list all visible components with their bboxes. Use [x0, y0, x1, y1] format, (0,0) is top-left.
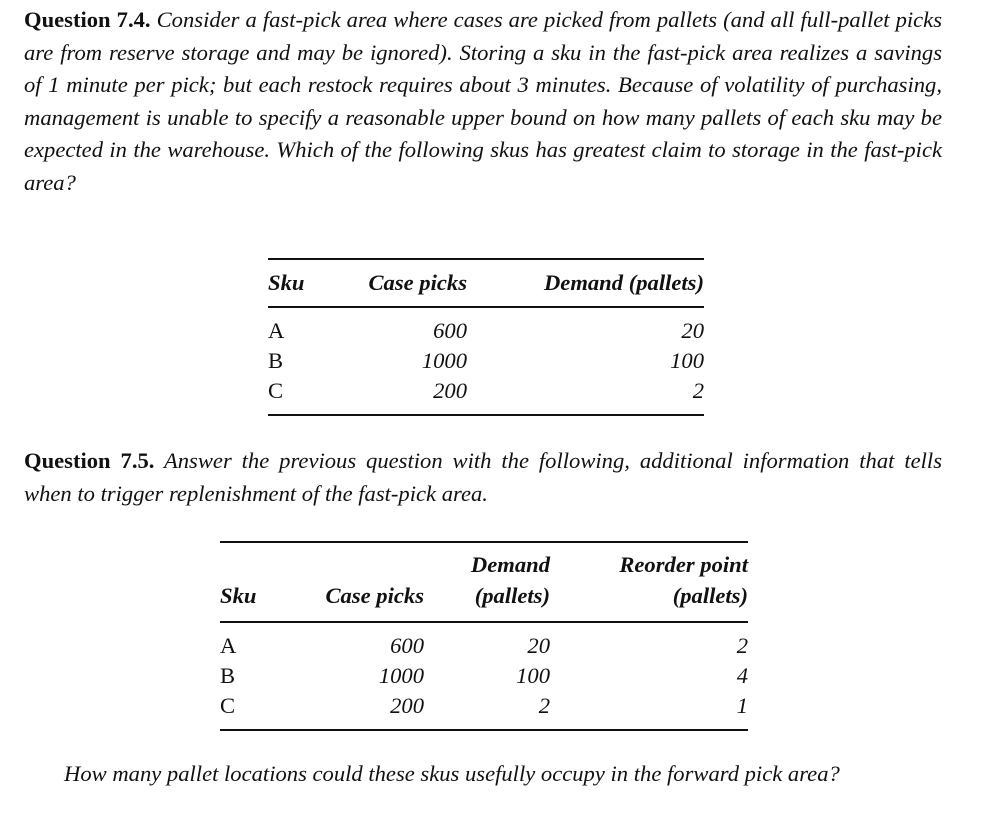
cell-reorder-point: 4 — [736, 663, 748, 688]
table-row — [268, 346, 704, 376]
col-header-demand — [424, 542, 550, 622]
cell-demand: 100 — [516, 663, 550, 688]
table-header-row — [268, 259, 704, 307]
cell-demand: 20 — [527, 633, 550, 658]
cell-sku: A — [268, 318, 285, 343]
col-header-demand: Demand (pallets) — [543, 270, 704, 295]
table-header-row — [220, 542, 748, 622]
cell-sku: A — [220, 633, 237, 658]
cell-case-picks: 600 — [390, 633, 424, 658]
cell-demand: 2 — [692, 378, 704, 403]
cell-case-picks: 600 — [433, 318, 467, 343]
question-7-4-paragraph — [24, 4, 942, 199]
cell-sku: B — [268, 348, 284, 373]
followup-question: How many pallet locations could these skus usefully occupy in the forward pick area? — [64, 761, 840, 786]
table-7-5 — [220, 541, 748, 731]
question-7-4-label: Question 7.4. — [24, 7, 151, 32]
question-7-4-text: Consider a fast-pick area where cases are picked from pallets (and all full-pallet picks are from reserve storage and may be ignored). Storing a sku in the fast-pick area realizes a savings of 1 minute per pick; but each restock requires about 3 minutes. Because of volatility of purchasing, management is unable to specify a reasonable upper bound on how many pallets of each sku may be expected in the warehouse. Which of the following skus has greatest claim to storage in the fast-pick area? — [24, 7, 943, 195]
col-header-case-picks: Case picks — [325, 583, 424, 608]
col-header-sku: Sku — [268, 270, 305, 295]
cell-reorder-point: 2 — [736, 633, 748, 658]
table-row — [220, 691, 748, 730]
cell-demand: 100 — [670, 348, 704, 373]
question-7-5-label: Question 7.5. — [24, 448, 155, 473]
cell-sku: C — [268, 378, 284, 403]
cell-case-picks: 200 — [390, 693, 424, 718]
question-7-5-text: Answer the previous question with the following, additional information that tells when to trigger replenishment of the fast-pick area. — [24, 448, 942, 506]
table-row — [220, 661, 748, 691]
table-row — [220, 622, 748, 661]
cell-demand: 2 — [538, 693, 550, 718]
col-header-reorder-line1: Reorder point — [619, 552, 748, 577]
cell-case-picks: 1000 — [378, 663, 424, 688]
col-header-reorder-line2: (pallets) — [672, 583, 748, 608]
question-7-5-paragraph — [24, 445, 942, 510]
col-header-reorder-point — [550, 542, 748, 622]
cell-reorder-point: 1 — [736, 693, 748, 718]
table-row — [268, 376, 704, 415]
col-header-sku: Sku — [220, 583, 257, 608]
col-header-demand-line2: (pallets) — [474, 583, 550, 608]
col-header-case-picks: Case picks — [368, 270, 467, 295]
table-row — [268, 307, 704, 346]
cell-case-picks: 200 — [433, 378, 467, 403]
table-7-4 — [268, 258, 704, 416]
cell-sku: C — [220, 693, 236, 718]
cell-case-picks: 1000 — [421, 348, 467, 373]
cell-sku: B — [220, 663, 236, 688]
cell-demand: 20 — [681, 318, 704, 343]
col-header-demand-line1: Demand — [470, 552, 550, 577]
